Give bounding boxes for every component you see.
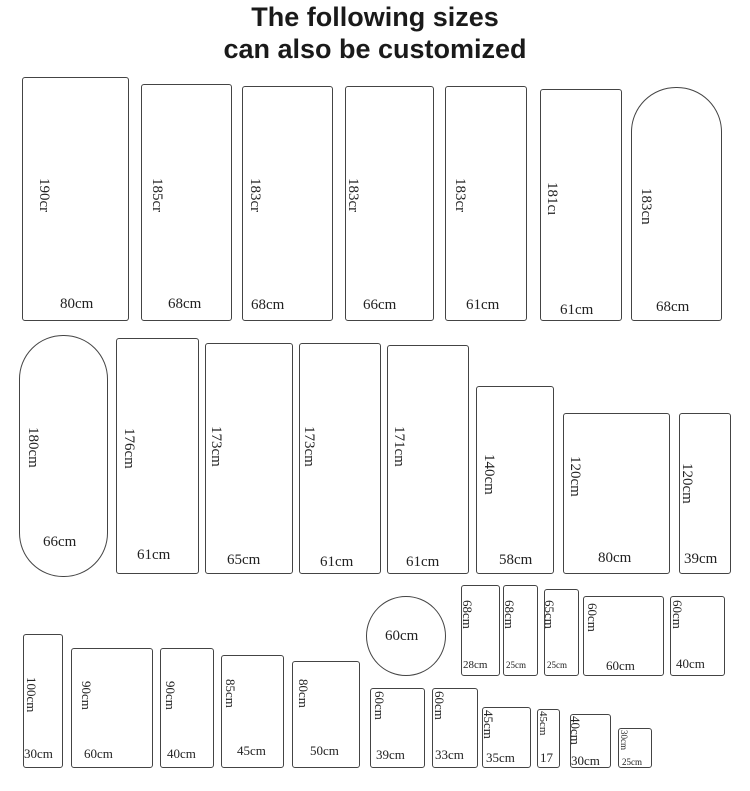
width-label: 58cm bbox=[499, 552, 533, 568]
width-label: 60cm bbox=[606, 658, 635, 673]
width-label: 28cm bbox=[463, 659, 488, 671]
length-label: 60cm bbox=[372, 691, 387, 720]
length-label: 171cm bbox=[391, 426, 407, 467]
width-label: 66cm bbox=[43, 534, 77, 550]
length-label: 180cm bbox=[25, 427, 41, 468]
width-label: 61cm bbox=[466, 297, 500, 313]
width-label: 25cm bbox=[506, 660, 526, 670]
width-label: 68cm bbox=[656, 299, 690, 315]
diameter-label: 60cm bbox=[385, 628, 419, 644]
length-label: 190cr bbox=[36, 178, 52, 213]
length-label: 173cm bbox=[208, 426, 224, 467]
length-label: 45cm bbox=[481, 710, 496, 739]
width-label: 80cm bbox=[598, 550, 632, 566]
length-label: 90cm bbox=[163, 681, 178, 710]
length-label: 140cm bbox=[481, 454, 497, 495]
width-label: 60cm bbox=[84, 746, 113, 761]
length-label: 176cm bbox=[121, 428, 137, 469]
title-line-1: The following sizes bbox=[251, 2, 499, 32]
width-label: 40cm bbox=[676, 656, 705, 671]
length-label: 173cm bbox=[301, 426, 317, 467]
width-label: 25cm bbox=[547, 660, 567, 670]
length-label: 40cm bbox=[568, 716, 583, 745]
width-label: 33cm bbox=[435, 747, 464, 762]
width-label: 61cm bbox=[560, 302, 594, 318]
length-label: 80cm bbox=[296, 679, 311, 708]
width-label: 50cm bbox=[310, 743, 339, 758]
length-label: 185cr bbox=[149, 178, 165, 213]
length-label: 30cm bbox=[619, 730, 629, 750]
title-line-2: can also be customized bbox=[223, 34, 527, 64]
width-label: 61cm bbox=[320, 554, 354, 570]
width-label: 35cm bbox=[486, 750, 515, 765]
width-label: 45cm bbox=[237, 743, 266, 758]
width-label: 25cm bbox=[622, 757, 642, 767]
length-label: 120cm bbox=[679, 463, 695, 504]
length-label: 183cn bbox=[638, 188, 654, 225]
length-label: 68cm bbox=[460, 600, 475, 629]
length-label: 100cm bbox=[24, 677, 39, 713]
length-label: 60cm bbox=[585, 603, 600, 632]
width-label: 61cm bbox=[137, 547, 171, 563]
length-label: 60cm bbox=[670, 600, 685, 629]
width-label: 39cm bbox=[376, 747, 405, 762]
length-label: 45cm bbox=[537, 711, 549, 736]
width-label: 30cm bbox=[24, 746, 53, 761]
width-label: 66cm bbox=[363, 297, 397, 313]
length-label: 183cr bbox=[345, 178, 361, 213]
length-label: 183cr bbox=[247, 178, 263, 213]
length-label: 120cm bbox=[567, 456, 583, 497]
width-label: 61cm bbox=[406, 554, 440, 570]
length-label: 181cı bbox=[544, 182, 560, 216]
width-label: 68cm bbox=[251, 297, 285, 313]
length-label: 68cm bbox=[502, 600, 517, 629]
width-label: 39cm bbox=[684, 551, 718, 567]
width-label: 17 bbox=[540, 750, 553, 765]
width-label: 80cm bbox=[60, 296, 94, 312]
width-label: 30cm bbox=[571, 753, 600, 768]
length-label: 90cm bbox=[79, 681, 94, 710]
width-label: 65cm bbox=[227, 552, 261, 568]
length-label: 183cr bbox=[452, 178, 468, 213]
length-label: 60cm bbox=[432, 691, 447, 720]
width-label: 68cm bbox=[168, 296, 202, 312]
length-label: 65cm bbox=[542, 600, 557, 629]
length-label: 85cm bbox=[223, 679, 238, 708]
width-label: 40cm bbox=[167, 746, 196, 761]
